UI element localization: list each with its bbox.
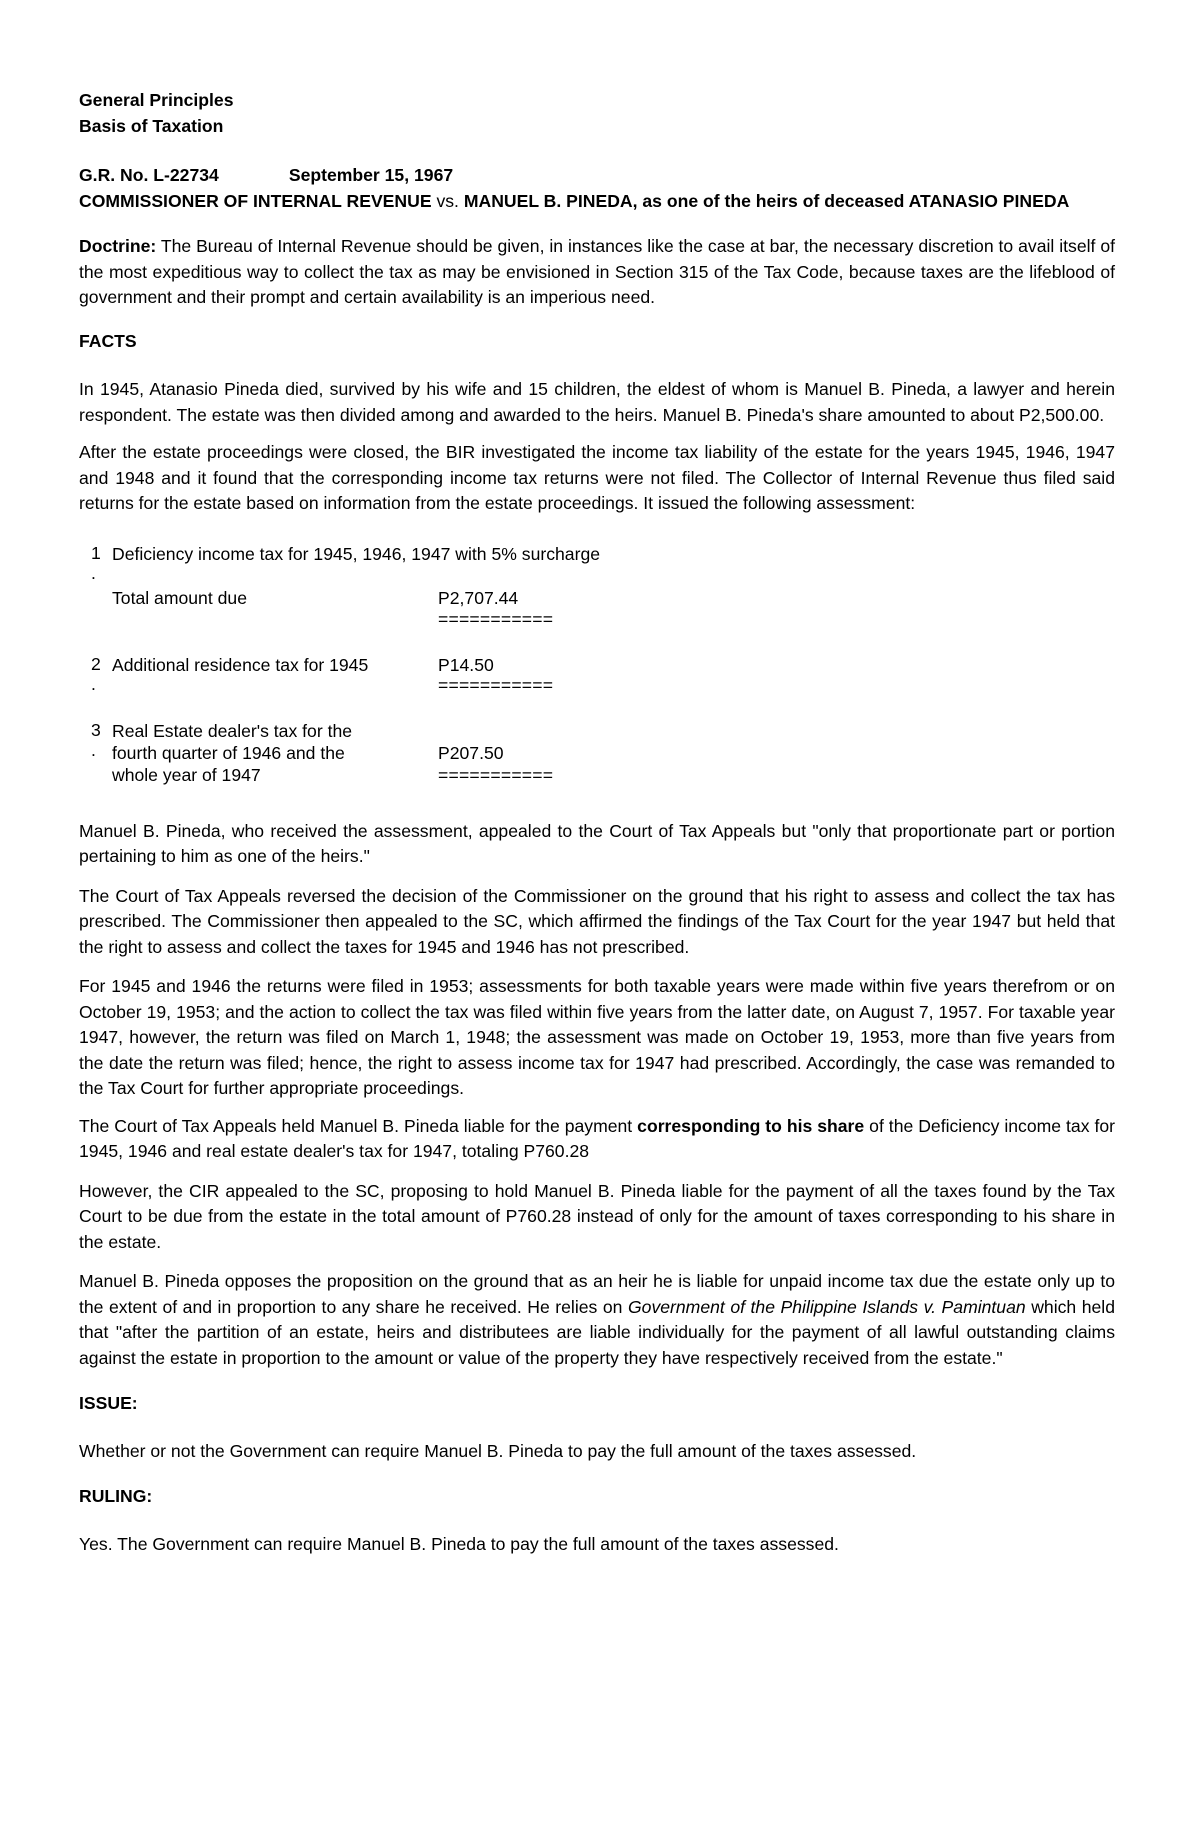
doctrine-paragraph	[79, 234, 1115, 311]
assessment-item-3-dot: .	[91, 739, 96, 760]
topic-heading: General Principles	[79, 90, 234, 110]
assessment-item-2-amount: P14.50	[438, 654, 494, 675]
assessment-item-3-description-line-2: fourth quarter of 1946 and the	[112, 742, 345, 763]
gr-number: G.R. No. L-22734	[79, 165, 219, 185]
facts-paragraph-8-text-start: Manuel B. Pineda opposes the proposition on the ground that as an heir he is liable for unpaid income tax due the estate only up to the extent of and in proportion to any share he received. He relies on	[79, 1271, 1115, 1317]
subtopic-heading: Basis of Taxation	[79, 115, 224, 136]
assessment-item-1-rule: ===========	[438, 608, 554, 629]
assessment-item-3-description-line-1: Real Estate dealer's tax for the	[112, 720, 353, 741]
case-date: September 15, 1967	[288, 165, 454, 185]
facts-paragraph-5: For 1945 and 1946 the returns were filed in 1953; assessments for both taxable years were made within five years therefrom or on October 19, 1953; and the action to collect the tax was filed within five years from the latter date, on August 7, 1957. For taxable year 1947, however, the return was filed on March 1, 1948; the assessment was made on October 19, 1953, more than five years from the date the return was filed; hence, the right to assess income tax for 1947 had prescribed. Accordingly, the case was remanded to the Tax Court for further appropriate proceedings.	[79, 976, 1115, 1098]
doctrine-text: The Bureau of Internal Revenue should be given, in instances like the case at bar, the necessary discretion to avail itself of the most expeditious way to collect the tax as may be envisioned in Section 315 of the Tax Code, because taxes are the lifeblood of government and their prompt and certain availability is an imperious need.	[79, 236, 1115, 307]
case-title	[79, 189, 1115, 215]
case-title-vs: vs.	[436, 190, 459, 211]
assessment-item-1-amount: P2,707.44	[438, 587, 519, 608]
issue-text: Whether or not the Government can require Manuel B. Pineda to pay the full amount of the taxes assessed.	[79, 1440, 917, 1461]
assessment-item-2-rule: ===========	[438, 674, 554, 695]
assessment-item-3-amount: P207.50	[438, 742, 504, 763]
facts-heading: FACTS	[79, 330, 137, 351]
ruling-heading: RULING:	[79, 1486, 153, 1506]
facts-paragraph-6-emphasis: corresponding to his share	[637, 1115, 865, 1136]
assessment-item-2-description: Additional residence tax for 1945	[112, 654, 369, 675]
case-citation	[79, 163, 1115, 189]
assessment-list	[79, 543, 779, 825]
assessment-item-2-number: 2	[91, 653, 101, 674]
facts-paragraph-2: After the estate proceedings were closed, the BIR investigated the income tax liability of the estate for the years 1945, 1946, 1947 and 1948 and it found that the corresponding income tax returns were not filed. The Collector of Internal Revenue thus filed said returns for the estate based on information from the estate proceedings. It issued the following assessment:	[79, 442, 1115, 513]
facts-paragraph-8	[79, 1269, 1115, 1371]
facts-paragraph-4: The Court of Tax Appeals reversed the decision of the Commissioner on the ground that his right to assess and collect the tax has prescribed. The Commissioner then appealed to the SC, which affirmed the findings of the Tax Court for the year 1947 but held that the right to assess and collect the taxes for 1945 and 1946 has not prescribed.	[79, 885, 1115, 957]
assessment-item-3-number: 3	[91, 719, 101, 740]
issue-heading: ISSUE:	[79, 1393, 138, 1413]
facts-paragraph-8-text-end: which held that "after the partition of an estate, heirs and distributees are liable individually for the payment of all lawful outstanding claims against the estate in proportion to the amount or value of the property they have respectively received from the estate."	[79, 1296, 1115, 1368]
facts-paragraph-7: However, the CIR appealed to the SC, proposing to hold Manuel B. Pineda liable for the payment of all the taxes found by the Tax Court to be due from the estate in the total amount of P760.28 instead of only for the amount of taxes corresponding to his share in the estate.	[79, 1180, 1115, 1252]
facts-paragraph-6-text-start: The Court of Tax Appeals held Manuel B. Pineda liable for the payment	[79, 1115, 638, 1136]
facts-paragraph-6	[79, 1114, 1115, 1165]
ruling-text: Yes. The Government can require Manuel B. Pineda to pay the full amount of the taxes assessed.	[79, 1533, 839, 1554]
case-title-petitioner: COMMISSIONER OF INTERNAL REVENUE	[79, 190, 432, 211]
assessment-item-3-rule: ===========	[438, 764, 554, 785]
assessment-item-1-number: 1	[91, 542, 101, 563]
assessment-item-1-dot: .	[91, 562, 96, 583]
case-title-respondent: MANUEL B. PINEDA, as one of the heirs of deceased ATANASIO PINEDA	[463, 190, 1070, 211]
facts-paragraph-1: In 1945, Atanasio Pineda died, survived by his wife and 15 children, the eldest of whom is Manuel B. Pineda, a lawyer and herein respondent. The estate was then divided among and awarded to the heirs. Manuel B. Pineda's share amounted to about P2,500.00.	[79, 379, 1115, 425]
assessment-item-3-description-line-3: whole year of 1947	[112, 764, 261, 785]
assessment-item-2-dot: .	[91, 673, 96, 694]
facts-paragraph-6-text-end: of the Deficiency income tax for 1945, 1946 and real estate dealer's tax for 1947, totaling P760.28	[79, 1115, 1115, 1161]
doctrine-label: Doctrine:	[79, 236, 157, 256]
assessment-item-1-total-label: Total amount due	[112, 587, 247, 608]
cited-case-title: Government of the Philippine Islands v. Pamintuan	[627, 1296, 1026, 1317]
facts-paragraph-3: Manuel B. Pineda, who received the assessment, appealed to the Court of Tax Appeals but "only that proportionate part or portion pertaining to him as one of the heirs."	[79, 820, 1115, 866]
document-page	[79, 88, 1115, 1557]
assessment-item-1-description: Deficiency income tax for 1945, 1946, 1947 with 5% surcharge	[112, 543, 601, 564]
